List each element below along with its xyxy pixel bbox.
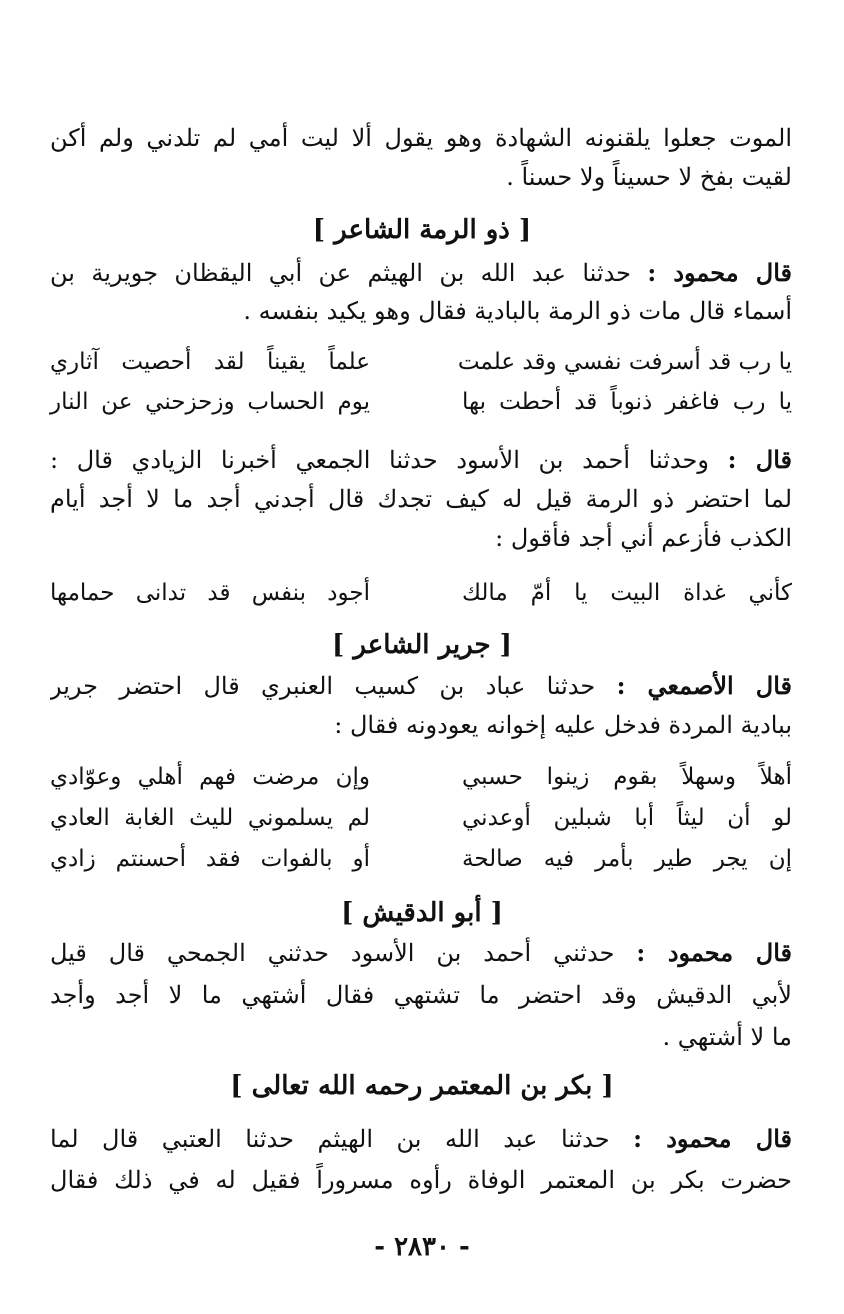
section-heading: [ ذو الرمة الشاعر ] [312,215,532,245]
page-number: - ٢٨٣٠ - [374,1232,470,1262]
paragraph-text: حدثني أحمد بن الأسود حدثني الجمحي قال قيل [50,939,637,967]
section-heading: [ جرير الشاعر ] [332,630,512,660]
verse-second-hemistich: وإن مرضت فهم أهلي وعوّادي [50,764,370,790]
verse-first-hemistich: لو أن ليثاً أبا شبلين أوعدني [462,805,792,831]
section-heading: [ أبو الدقيش ] [341,898,503,928]
text-line: لقيت بفخ لا حسيناً ولا حسناً . [506,163,792,191]
paragraph-text: حدثنا عبد الله بن الهيثم حدثنا العتبي قال لما [50,1125,634,1153]
verse-first-hemistich: إن يجر طير بأمر فيه صالحة [462,846,792,872]
verse-second-hemistich: يوم الحساب وزحزحني عن النار [50,389,370,415]
paragraph-text: حدثنا عباد بن كسيب العنبري قال احتضر جرير [50,672,617,700]
speaker-label: قال محمود : [633,1124,792,1153]
verse-second-hemistich: لم يسلموني لليث الغابة العادي [50,805,370,831]
speaker-label: قال الأصمعي : [616,671,792,700]
paragraph-line: حضرت بكر بن المعتمر الوفاة رأوه مسروراً فقيل له في ذلك فقال [50,1166,792,1194]
verse-second-hemistich: أو بالفوات فقد أحسنتم زادي [50,846,370,872]
speaker-label: قال : [727,445,792,474]
verse-second-hemistich: أجود بنفس قد تدانى حمامها [50,580,370,606]
paragraph-line [50,256,792,290]
paragraph-line: لأبي الدقيش وقد احتضر ما تشتهي فقال أشتهي ما لا أجد وأجد [50,981,792,1009]
verse-first-hemistich: أهلاً وسهلاً بقوم زينوا حسبي [462,764,792,790]
verse-first-hemistich: يا رب فاغفر ذنوباً قد أحطت بها [462,389,792,415]
verse-first-hemistich: يا رب قد أسرفت نفسي وقد علمت [457,349,792,375]
paragraph-line [50,669,792,703]
verse-first-hemistich: كأني غداة البيت يا أمّ مالك [462,580,792,606]
paragraph-text: حدثنا عبد الله بن الهيثم عن أبي اليقظان جويرية بن [50,259,648,287]
speaker-label: قال محمود : [636,938,792,967]
paragraph-line: لما احتضر ذو الرمة قيل له كيف تجدك قال أجدني أجد ما لا أجد أيام [50,485,792,513]
paragraph-line: ما لا أشتهي . [662,1023,792,1051]
paragraph-text: وحدثنا أحمد بن الأسود حدثنا الجمعي أخبرنا الزيادي قال : [50,446,728,474]
paragraph-line [50,443,792,477]
text-line: الموت جعلوا يلقنونه الشهادة وهو يقول ألا ليت أمي لم تلدني ولم أكن [50,124,792,152]
paragraph-line [50,936,792,970]
paragraph-line: ببادية المردة فدخل عليه إخوانه يعودونه فقال : [334,711,792,739]
paragraph-line: الكذب فأزعم أني أجد فأقول : [495,524,792,552]
paragraph-line: أسماء قال مات ذو الرمة بالبادية فقال وهو يكيد بنفسه . [243,297,792,325]
verse-second-hemistich: علماً يقيناً لقد أحصيت آثاري [50,349,370,375]
section-heading: [ بكر بن المعتمر رحمه الله تعالى ] [230,1071,614,1101]
paragraph-line [50,1122,792,1156]
speaker-label: قال محمود : [647,258,792,287]
